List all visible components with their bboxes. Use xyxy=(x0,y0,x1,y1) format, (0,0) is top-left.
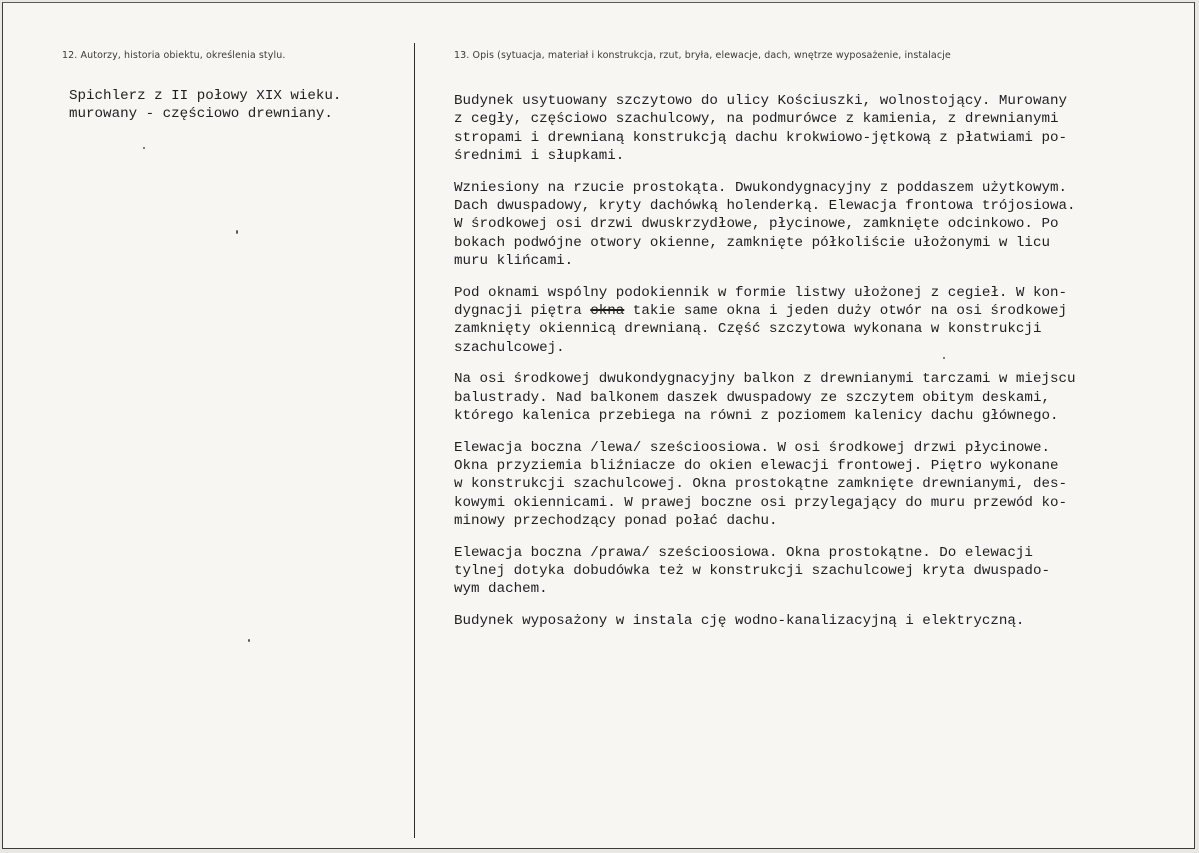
paper-speck xyxy=(943,357,945,359)
description-paragraph-7: Budynek wyposażony w instala cję wodno-kanalizacyjną i elektryczną. xyxy=(454,612,1025,629)
description-paragraph-4: Na osi środkowej dwukondygnacyjny balkon z drewnianymi tarczami w miejscu balustrady. Nad balkonem daszek dwuspadowy ze szczytem obitym deskami, którego kalenica przebiega na równi z poziomem kalenicy dachu głównego. xyxy=(454,371,1076,425)
description-paragraph-2: Wzniesiony na rzucie prostokąta. Dwukondygnacyjny z poddaszem użytkowym. Dach dwuspadowy, kryty dachówką holenderką. Elewacja frontowa trójosiowa. W środkowej osi drzwi dwuskrzydłowe, płycinowe, zamknięte odcinkowo. Po bokach podwójne otwory okienne, zamknięte półkoliście ułożonymi w licu muru klińcami. xyxy=(454,179,1076,270)
paragraph-3-line-2-end: takie same okna i jeden duży otwór na osi środkowej xyxy=(624,303,1068,320)
form-sheet xyxy=(2,2,1195,849)
description-paragraph-5: Elewacja boczna /lewa/ sześcioosiowa. W osi środkowej drzwi płycinowe. Okna przyziemia bliźniacze do okien elewacji frontowej. Piętro wykonane w konstrukcji szachulcowej. Okna prostokątne zamknięte drewnianymi, des- kowymi okiennicami. W prawej boczne osi przylegający do muru przewód ko- minowy przechodzący ponad połać dachu. xyxy=(454,439,1067,530)
section-13-header: 13. Opis (sytuacja, materiał i konstrukcja, rzut, bryła, elewacje, dach, wnętrze wyposażenie, instalacje xyxy=(454,50,951,61)
paragraph-3-line-2 xyxy=(454,302,1076,320)
description-paragraph-1: Budynek usytuowany szczytowo do ulicy Kościuszki, wolnostojący. Murowany z cegły, częściowo szachulcowy, na podmurówce z kamienia, z drewnianymi stropami i drewnianą konstrukcją dachu krokwiowo-jętkową z płatwiami po- średnimi i słupkami. xyxy=(454,93,1067,165)
paragraph-3-rest: zamknięty okiennicą drewnianą. Część szczytowa wykonana w konstrukcji szachulcowej. xyxy=(454,321,1042,356)
description-paragraph-6: Elewacja boczna /prawa/ sześcioosiowa. Okna prostokątne. Do elewacji tylnej dotyka dobudówka też w konstrukcji szachulcowej kryta dwuspado- wym dachem. xyxy=(454,544,1050,598)
section-12-header: 12. Autorzy, historia obiektu, określenia stylu. xyxy=(62,50,286,61)
paragraph-3-line-1: Pod oknami wspólny podokiennik w formie listwy ułożonej z cegieł. W kon- xyxy=(454,284,1067,301)
authors-history-style-text: Spichlerz z II połowy XIX wieku. murowany - częściowo drewniany. xyxy=(69,88,342,123)
paragraph-3-line-2-start: dygnacji piętra xyxy=(454,303,591,320)
description-column xyxy=(454,92,1076,630)
paper-speck xyxy=(248,639,250,642)
paper-speck xyxy=(143,147,145,149)
paper-speck xyxy=(236,230,238,234)
description-paragraph-3 xyxy=(454,284,1076,358)
struck-out-word: okna xyxy=(590,303,625,320)
column-divider xyxy=(414,43,415,838)
